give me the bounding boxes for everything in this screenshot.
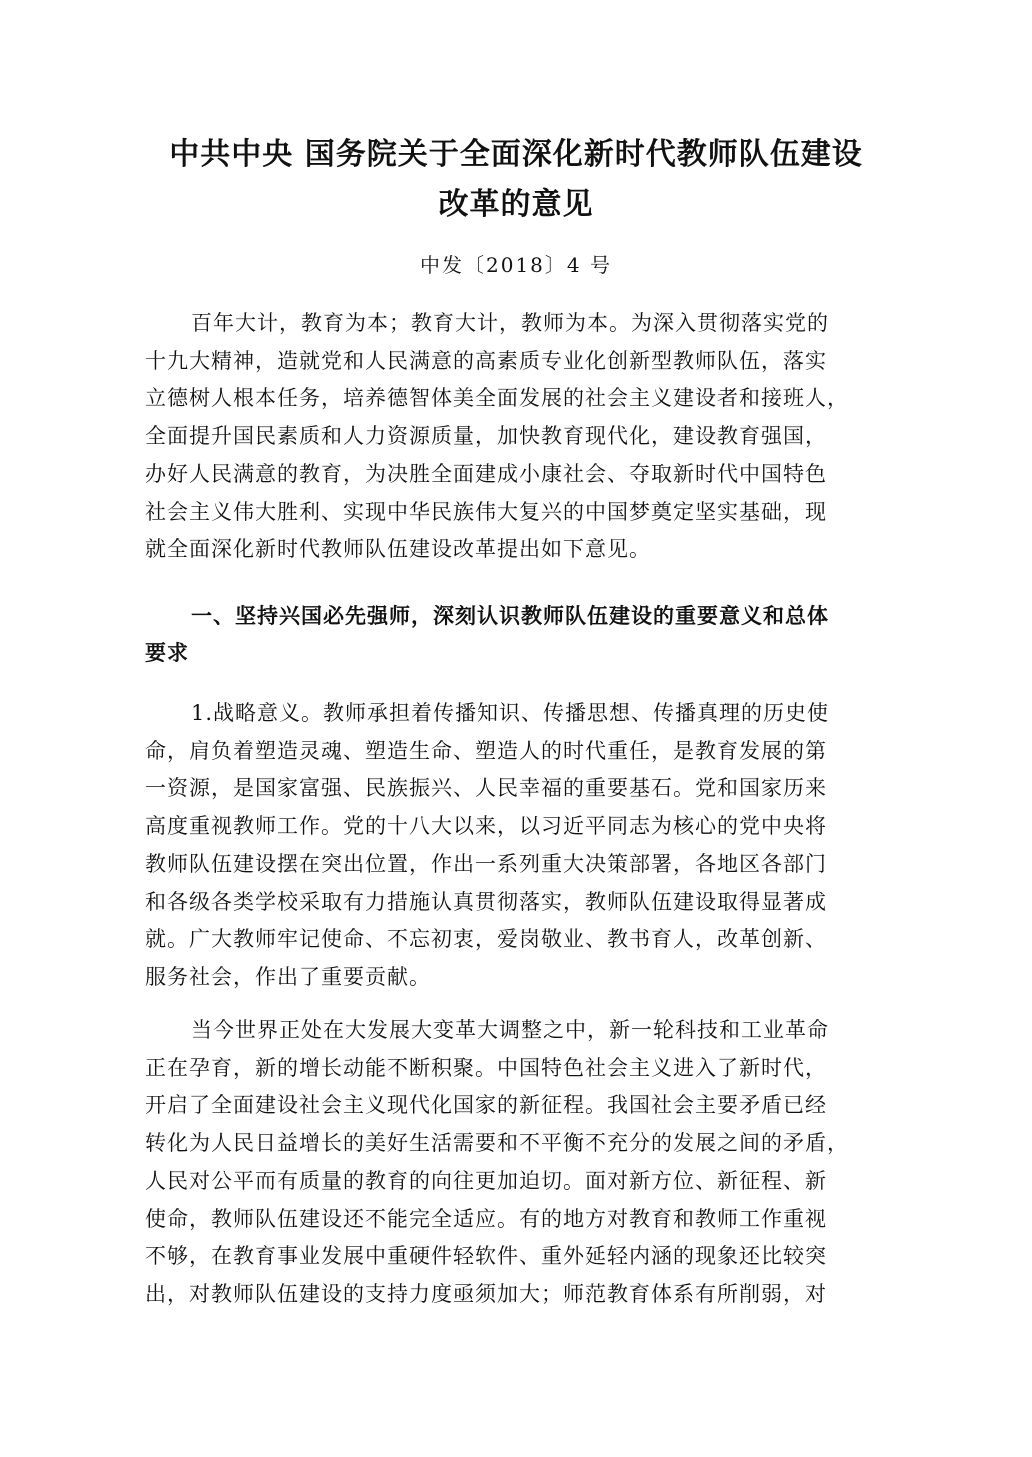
- text-line: 高度重视教师工作。党的十八大以来，以习近平同志为核心的党中央将: [145, 814, 827, 839]
- text-line: 1.战略意义。教师承担着传播知识、传播思想、传播真理的历史使: [191, 701, 830, 725]
- document-title: [120, 130, 912, 230]
- text-line: 服务社会，作出了重要贡献。: [145, 964, 431, 989]
- text-line: 教师队伍建设摆在突出位置，作出一系列重大决策部署，各地区各部门: [145, 851, 827, 876]
- intro-paragraph: [145, 305, 890, 569]
- text-line: 十九大精神，造就党和人民满意的高素质专业化创新型教师队伍，落实: [145, 348, 827, 373]
- text-line: 使命，教师队伍建设还不能完全适应。有的地方对教育和教师工作重视: [145, 1206, 827, 1231]
- text-line: 就全面深化新时代教师队伍建设改革提出如下意见。: [145, 537, 651, 562]
- text-line: 正在孕育，新的增长动能不断积聚。中国特色社会主义进入了新时代，: [145, 1055, 827, 1080]
- heading-line: 一、坚持兴国必先强师，深刻认识教师队伍建设的重要意义和总体: [191, 604, 829, 628]
- heading-line: 要求: [145, 641, 189, 665]
- current-situation-paragraph: [145, 1012, 890, 1314]
- text-line: 转化为人民日益增长的美好生活需要和不平衡不充分的发展之间的矛盾，: [145, 1131, 849, 1156]
- document-number: 中发〔2018〕4 号: [420, 253, 612, 277]
- strategic-significance-paragraph: [145, 695, 890, 997]
- text-line: 社会主义伟大胜利、实现中华民族伟大复兴的中国梦奠定坚实基础，现: [145, 499, 827, 524]
- text-line: 办好人民满意的教育，为决胜全面建成小康社会、夺取新时代中国特色: [145, 461, 827, 486]
- text-line: 不够，在教育事业发展中重硬件轻软件、重外延轻内涵的现象还比较突: [145, 1244, 827, 1269]
- text-line: 命，肩负着塑造灵魂、塑造生命、塑造人的时代重任，是教育发展的第: [145, 738, 827, 763]
- text-line: 开启了全面建设社会主义现代化国家的新征程。我国社会主要矛盾已经: [145, 1093, 827, 1118]
- text-line: 一资源，是国家富强、民族振兴、人民幸福的重要基石。党和国家历来: [145, 776, 827, 801]
- text-line: 当今世界正处在大发展大变革大调整之中，新一轮科技和工业革命: [191, 1018, 829, 1042]
- text-line: 全面提升国民素质和人力资源质量，加快教育现代化，建设教育强国，: [145, 424, 827, 449]
- title-line: 改革的意见: [438, 187, 594, 222]
- section-heading: [145, 598, 890, 672]
- text-line: 就。广大教师牢记使命、不忘初衷，爱岗敬业、教书育人，改革创新、: [145, 927, 827, 952]
- title-line: 中共中央 国务院关于全面深化新时代教师队伍建设: [169, 137, 863, 172]
- text-line: 人民对公平而有质量的教育的向往更加迫切。面对新方位、新征程、新: [145, 1168, 827, 1193]
- text-line: 和各级各类学校采取有力措施认真贯彻落实，教师队伍建设取得显著成: [145, 889, 827, 914]
- text-line: 出，对教师队伍建设的支持力度亟须加大；师范教育体系有所削弱，对: [145, 1281, 827, 1306]
- text-line: 立德树人根本任务，培养德智体美全面发展的社会主义建设者和接班人，: [145, 386, 849, 411]
- text-line: 百年大计，教育为本；教育大计，教师为本。为深入贯彻落实党的: [191, 311, 829, 335]
